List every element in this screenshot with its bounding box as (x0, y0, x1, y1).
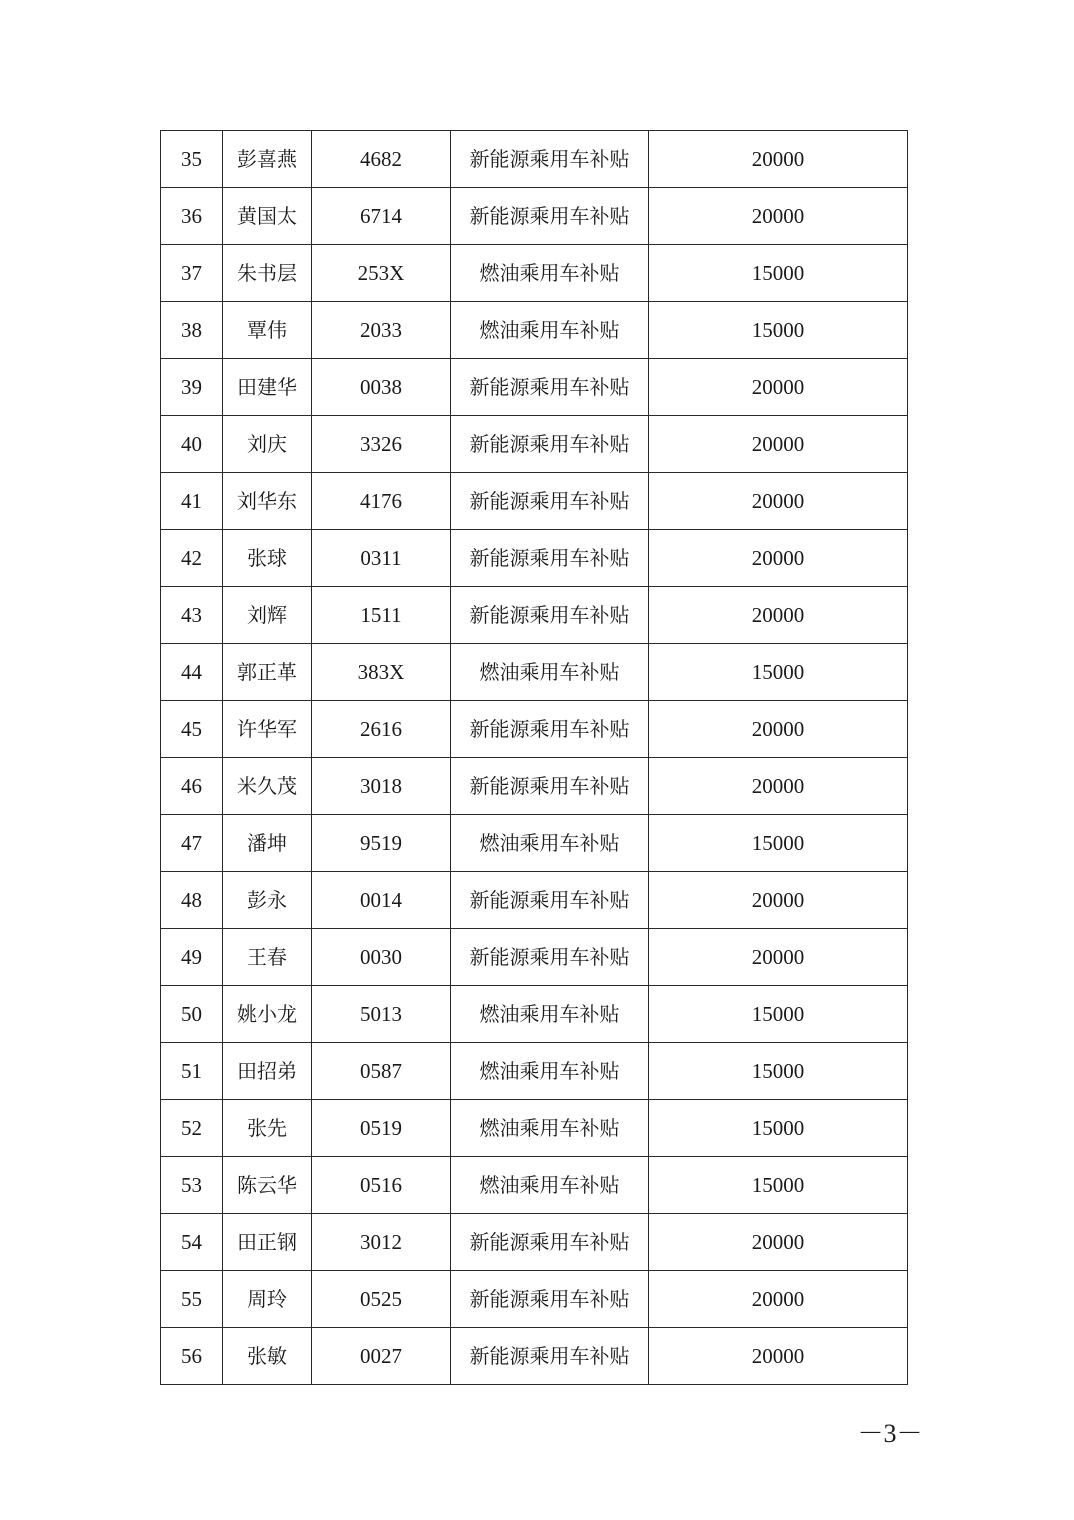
subsidy-amount-cell: 20000 (649, 758, 908, 815)
subsidy-amount-cell: 15000 (649, 1157, 908, 1214)
subsidy-amount-cell: 20000 (649, 872, 908, 929)
subsidy-type-cell: 燃油乘用车补贴 (451, 815, 649, 872)
subsidy-type-cell: 燃油乘用车补贴 (451, 302, 649, 359)
id-suffix-cell: 0014 (312, 872, 451, 929)
row-index-cell: 45 (161, 701, 223, 758)
row-index-cell: 48 (161, 872, 223, 929)
recipient-name-cell: 田招弟 (223, 1043, 312, 1100)
recipient-name-cell: 姚小龙 (223, 986, 312, 1043)
subsidy-amount-cell: 15000 (649, 245, 908, 302)
table-row (161, 815, 908, 872)
row-index-cell: 41 (161, 473, 223, 530)
recipient-name-cell: 王春 (223, 929, 312, 986)
id-suffix-cell: 0030 (312, 929, 451, 986)
table-row (161, 701, 908, 758)
subsidy-amount-cell: 20000 (649, 359, 908, 416)
subsidy-type-cell: 新能源乘用车补贴 (451, 473, 649, 530)
id-suffix-cell: 253X (312, 245, 451, 302)
row-index-cell: 55 (161, 1271, 223, 1328)
id-suffix-cell: 0519 (312, 1100, 451, 1157)
id-suffix-cell: 6714 (312, 188, 451, 245)
subsidy-type-cell: 新能源乘用车补贴 (451, 416, 649, 473)
row-index-cell: 54 (161, 1214, 223, 1271)
subsidy-type-cell: 燃油乘用车补贴 (451, 644, 649, 701)
id-suffix-cell: 5013 (312, 986, 451, 1043)
table-row (161, 587, 908, 644)
row-index-cell: 47 (161, 815, 223, 872)
row-index-cell: 49 (161, 929, 223, 986)
table-row (161, 131, 908, 188)
subsidy-type-cell: 新能源乘用车补贴 (451, 359, 649, 416)
subsidy-type-cell: 燃油乘用车补贴 (451, 1157, 649, 1214)
id-suffix-cell: 0038 (312, 359, 451, 416)
id-suffix-cell: 2033 (312, 302, 451, 359)
row-index-cell: 35 (161, 131, 223, 188)
row-index-cell: 37 (161, 245, 223, 302)
row-index-cell: 53 (161, 1157, 223, 1214)
subsidy-type-cell: 新能源乘用车补贴 (451, 1328, 649, 1385)
row-index-cell: 38 (161, 302, 223, 359)
subsidy-amount-cell: 15000 (649, 1043, 908, 1100)
recipient-name-cell: 刘华东 (223, 473, 312, 530)
subsidy-amount-cell: 20000 (649, 416, 908, 473)
table-row (161, 644, 908, 701)
row-index-cell: 46 (161, 758, 223, 815)
subsidy-amount-cell: 20000 (649, 929, 908, 986)
recipient-name-cell: 潘坤 (223, 815, 312, 872)
id-suffix-cell: 4176 (312, 473, 451, 530)
subsidy-type-cell: 新能源乘用车补贴 (451, 929, 649, 986)
page-number: －3－ (857, 1419, 923, 1448)
id-suffix-cell: 0516 (312, 1157, 451, 1214)
row-index-cell: 52 (161, 1100, 223, 1157)
recipient-name-cell: 张球 (223, 530, 312, 587)
table-row (161, 1271, 908, 1328)
table-row (161, 929, 908, 986)
id-suffix-cell: 383X (312, 644, 451, 701)
recipient-name-cell: 陈云华 (223, 1157, 312, 1214)
subsidy-amount-cell: 20000 (649, 1271, 908, 1328)
subsidy-amount-cell: 15000 (649, 1100, 908, 1157)
recipient-name-cell: 田正钢 (223, 1214, 312, 1271)
id-suffix-cell: 0027 (312, 1328, 451, 1385)
subsidy-type-cell: 燃油乘用车补贴 (451, 245, 649, 302)
recipient-name-cell: 覃伟 (223, 302, 312, 359)
table-row (161, 1043, 908, 1100)
table-row (161, 986, 908, 1043)
subsidy-type-cell: 新能源乘用车补贴 (451, 1214, 649, 1271)
table-row (161, 1157, 908, 1214)
subsidy-type-cell: 新能源乘用车补贴 (451, 872, 649, 929)
subsidy-amount-cell: 15000 (649, 644, 908, 701)
recipient-name-cell: 彭永 (223, 872, 312, 929)
subsidy-type-cell: 新能源乘用车补贴 (451, 758, 649, 815)
subsidy-type-cell: 燃油乘用车补贴 (451, 1100, 649, 1157)
recipient-name-cell: 张先 (223, 1100, 312, 1157)
subsidy-amount-cell: 20000 (649, 473, 908, 530)
table-row (161, 473, 908, 530)
subsidy-type-cell: 新能源乘用车补贴 (451, 530, 649, 587)
subsidy-amount-cell: 20000 (649, 188, 908, 245)
table-row (161, 359, 908, 416)
recipient-name-cell: 刘辉 (223, 587, 312, 644)
recipient-name-cell: 周玲 (223, 1271, 312, 1328)
table-body (161, 131, 908, 1385)
recipient-name-cell: 黄国太 (223, 188, 312, 245)
recipient-name-cell: 刘庆 (223, 416, 312, 473)
subsidy-type-cell: 燃油乘用车补贴 (451, 986, 649, 1043)
id-suffix-cell: 3018 (312, 758, 451, 815)
subsidy-type-cell: 新能源乘用车补贴 (451, 1271, 649, 1328)
subsidy-amount-cell: 20000 (649, 530, 908, 587)
subsidy-amount-cell: 15000 (649, 986, 908, 1043)
id-suffix-cell: 2616 (312, 701, 451, 758)
subsidy-amount-cell: 20000 (649, 131, 908, 188)
row-index-cell: 50 (161, 986, 223, 1043)
id-suffix-cell: 1511 (312, 587, 451, 644)
subsidy-amount-cell: 20000 (649, 701, 908, 758)
row-index-cell: 36 (161, 188, 223, 245)
table-row (161, 1328, 908, 1385)
table-row (161, 872, 908, 929)
subsidy-type-cell: 新能源乘用车补贴 (451, 188, 649, 245)
id-suffix-cell: 4682 (312, 131, 451, 188)
recipient-name-cell: 张敏 (223, 1328, 312, 1385)
row-index-cell: 44 (161, 644, 223, 701)
id-suffix-cell: 3326 (312, 416, 451, 473)
row-index-cell: 40 (161, 416, 223, 473)
subsidy-table (160, 130, 908, 1385)
id-suffix-cell: 3012 (312, 1214, 451, 1271)
table-row (161, 758, 908, 815)
table-row (161, 245, 908, 302)
id-suffix-cell: 0311 (312, 530, 451, 587)
id-suffix-cell: 0587 (312, 1043, 451, 1100)
subsidy-type-cell: 新能源乘用车补贴 (451, 701, 649, 758)
subsidy-type-cell: 新能源乘用车补贴 (451, 131, 649, 188)
table-row (161, 188, 908, 245)
row-index-cell: 56 (161, 1328, 223, 1385)
subsidy-amount-cell: 15000 (649, 815, 908, 872)
id-suffix-cell: 0525 (312, 1271, 451, 1328)
subsidy-amount-cell: 20000 (649, 587, 908, 644)
recipient-name-cell: 米久茂 (223, 758, 312, 815)
table-row (161, 1100, 908, 1157)
subsidy-type-cell: 燃油乘用车补贴 (451, 1043, 649, 1100)
recipient-name-cell: 朱书层 (223, 245, 312, 302)
row-index-cell: 42 (161, 530, 223, 587)
table-row (161, 302, 908, 359)
subsidy-type-cell: 新能源乘用车补贴 (451, 587, 649, 644)
id-suffix-cell: 9519 (312, 815, 451, 872)
table-row (161, 530, 908, 587)
recipient-name-cell: 郭正革 (223, 644, 312, 701)
recipient-name-cell: 田建华 (223, 359, 312, 416)
subsidy-amount-cell: 20000 (649, 1214, 908, 1271)
table-row (161, 1214, 908, 1271)
table-row (161, 416, 908, 473)
recipient-name-cell: 彭喜燕 (223, 131, 312, 188)
subsidy-amount-cell: 15000 (649, 302, 908, 359)
row-index-cell: 43 (161, 587, 223, 644)
row-index-cell: 51 (161, 1043, 223, 1100)
row-index-cell: 39 (161, 359, 223, 416)
recipient-name-cell: 许华军 (223, 701, 312, 758)
subsidy-amount-cell: 20000 (649, 1328, 908, 1385)
